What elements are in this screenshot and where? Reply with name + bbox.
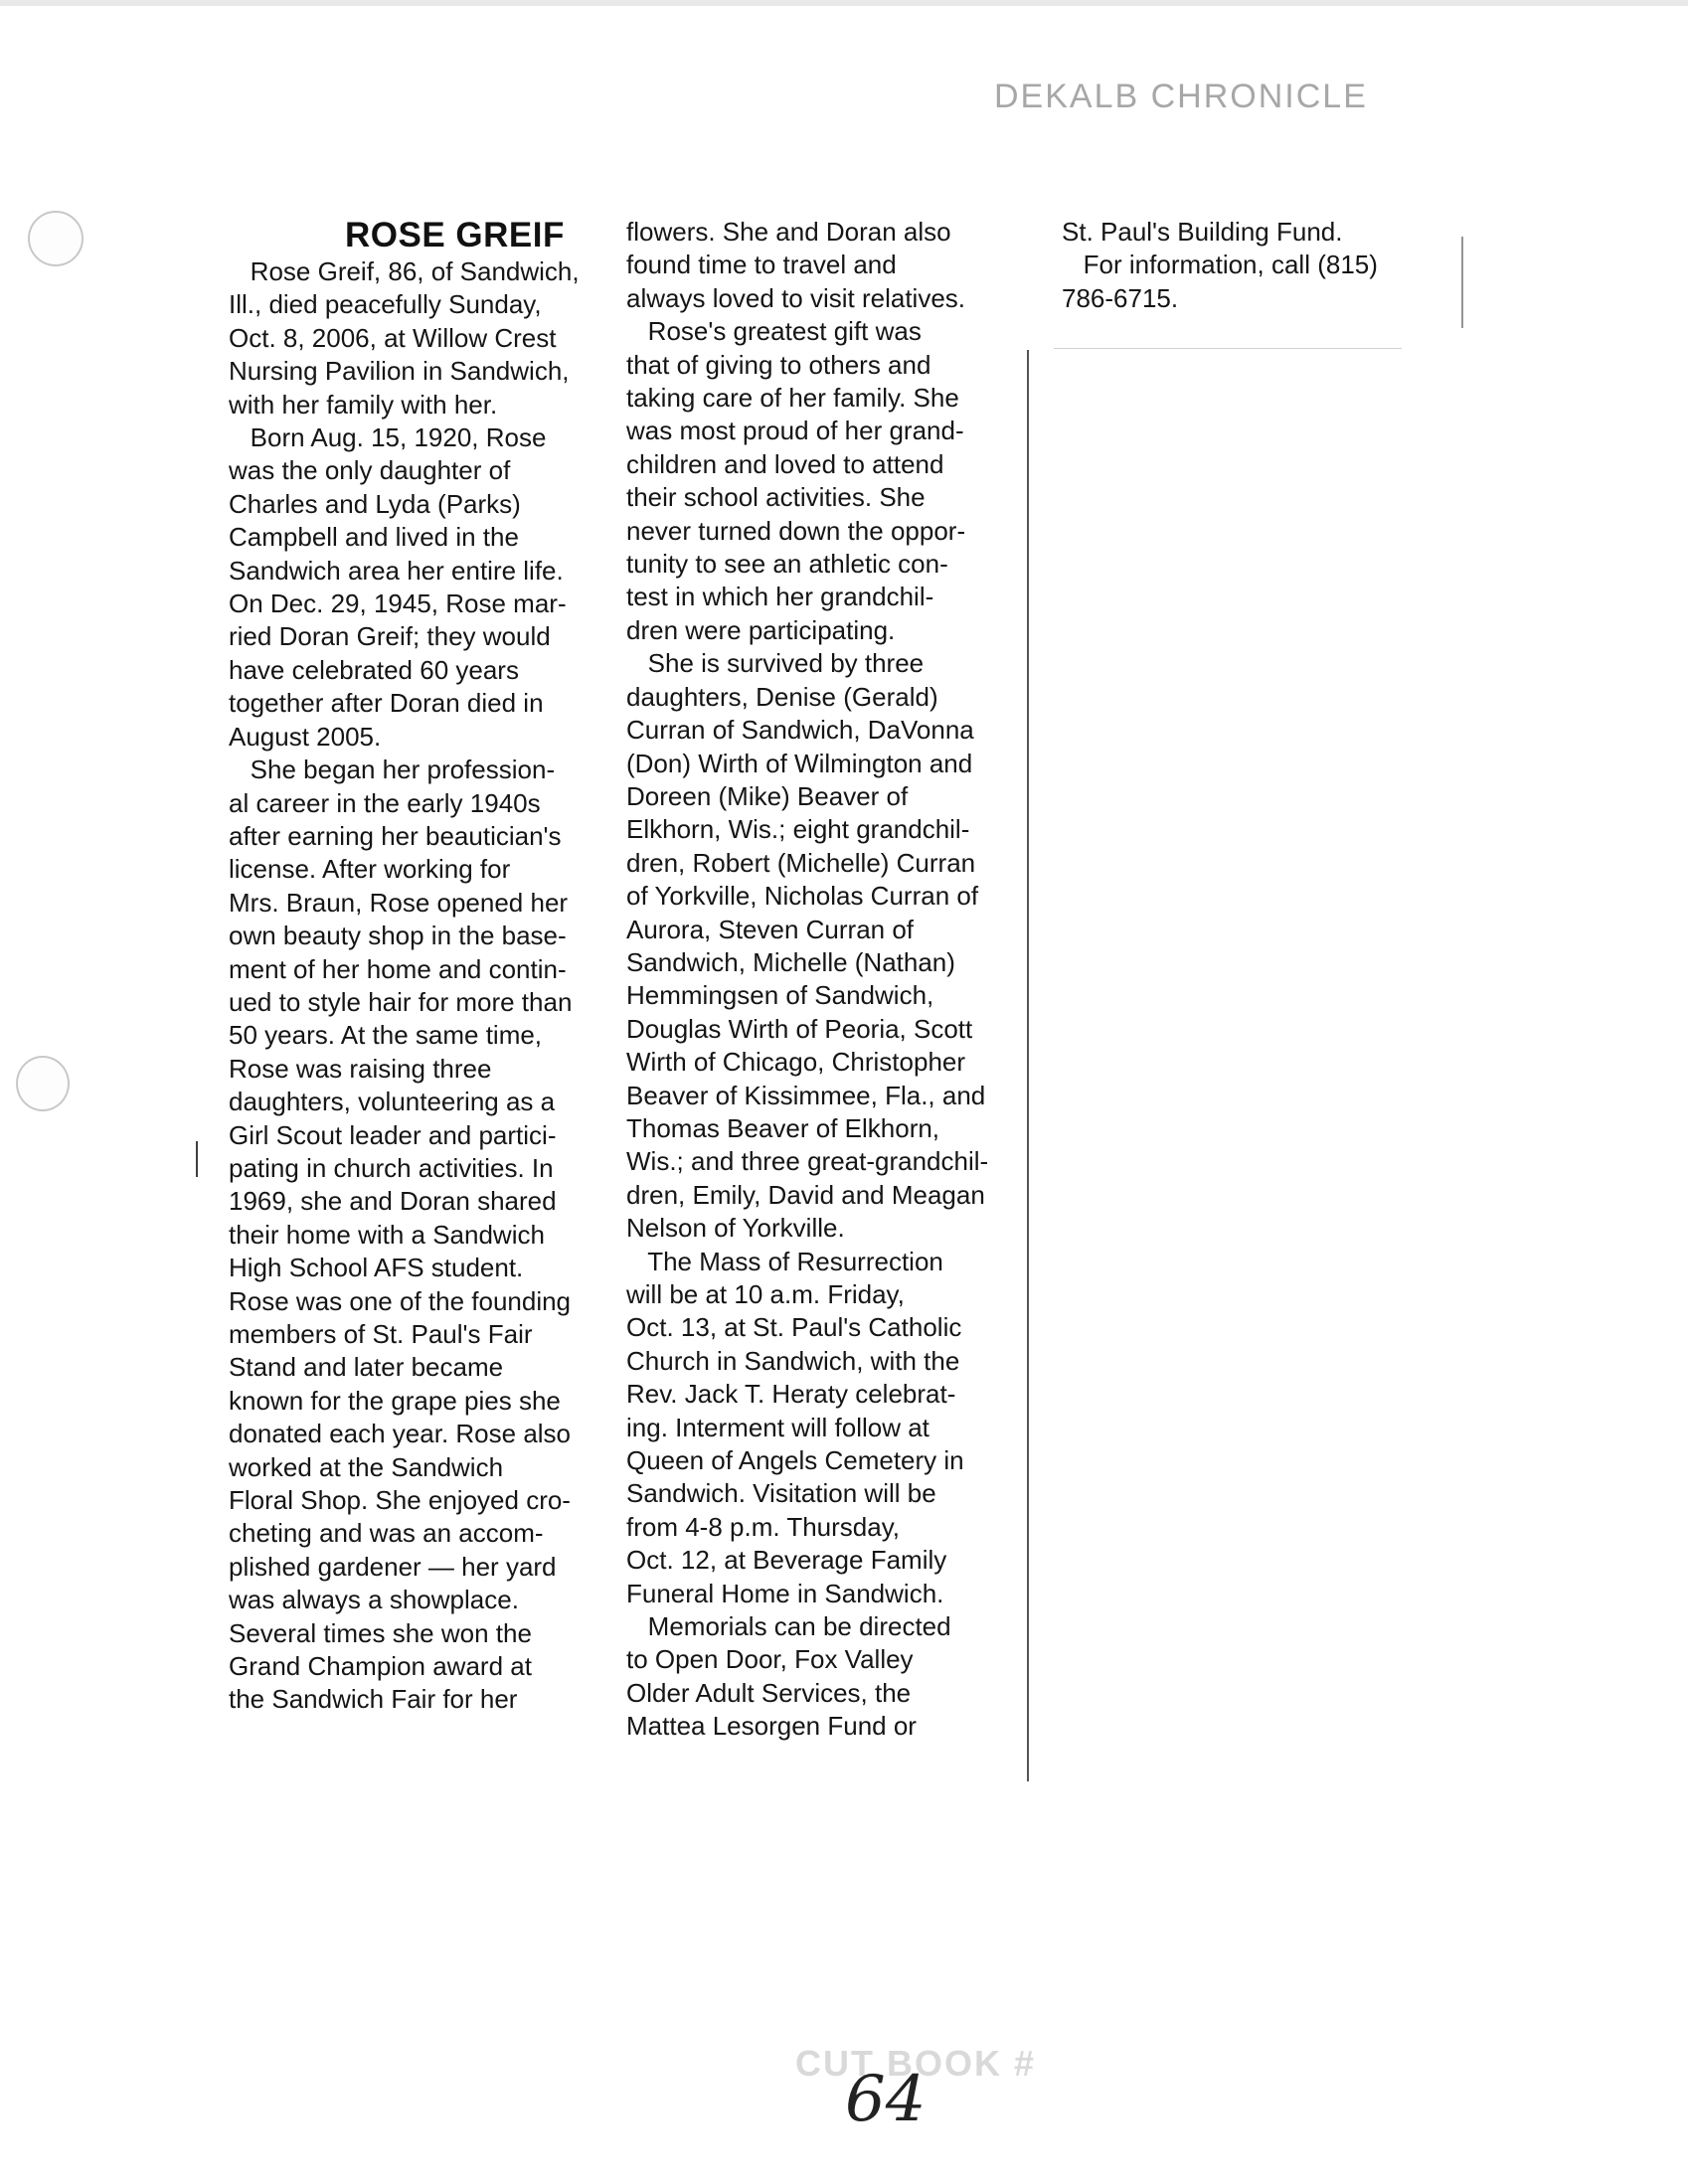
text-line: have celebrated 60 years	[229, 654, 519, 685]
text-line: dren, Robert (Michelle) Curran	[626, 847, 976, 878]
text-line: worked at the Sandwich	[229, 1451, 504, 1482]
text-line: She began her profession-	[229, 755, 556, 785]
text-line: Beaver of Kissimmee, Fla., and	[626, 1080, 986, 1110]
text-line: Church in Sandwich, with the	[626, 1345, 960, 1376]
obituary-column-3	[1062, 216, 1479, 315]
text-line: al career in the early 1940s	[229, 787, 541, 818]
text-line: ued to style hair for more than	[229, 986, 573, 1017]
text-line: Elkhorn, Wis.; eight grandchil-	[626, 814, 970, 845]
text-line: Hemmingsen of Sandwich,	[626, 980, 934, 1011]
obituary-column-1	[229, 216, 646, 1717]
text-line: Rose was one of the founding	[229, 1285, 572, 1316]
text-line: never turned down the oppor-	[626, 515, 966, 546]
text-line: Grand Champion award at	[229, 1651, 532, 1682]
text-line: of Yorkville, Nicholas Curran of	[626, 881, 979, 912]
text-line: members of St. Paul's Fair	[229, 1319, 533, 1349]
text-line: Rev. Jack T. Heraty celebrat-	[626, 1379, 956, 1410]
text-line: Oct. 13, at St. Paul's Catholic	[626, 1312, 962, 1343]
text-line: daughters, volunteering as a	[229, 1087, 556, 1117]
newspaper-masthead-stamp: DEKALB CHRONICLE	[994, 78, 1368, 115]
column-2-text	[626, 216, 1044, 1744]
text-line: cheting and was an accom-	[229, 1518, 544, 1549]
text-line: the Sandwich Fair for her	[229, 1684, 518, 1715]
text-line: Charles and Lyda (Parks)	[229, 488, 521, 519]
text-line: Rose was raising three	[229, 1053, 492, 1084]
text-line: own beauty shop in the base-	[229, 921, 567, 951]
text-line: Rose's greatest gift was	[626, 316, 922, 347]
text-line: that of giving to others and	[626, 349, 931, 380]
binder-hole-icon	[28, 211, 84, 266]
text-line: Born Aug. 15, 1920, Rose	[229, 422, 547, 453]
text-line: pating in church activities. In	[229, 1152, 554, 1183]
text-line: daughters, Denise (Gerald)	[626, 681, 938, 712]
text-line: was the only daughter of	[229, 455, 511, 486]
text-line: Sandwich area her entire life.	[229, 555, 564, 586]
text-line: St. Paul's Building Fund.	[1062, 217, 1343, 247]
text-line: tunity to see an athletic con-	[626, 549, 948, 580]
text-line: ried Doran Greif; they would	[229, 621, 551, 652]
clipping-edge-line	[1054, 348, 1402, 349]
text-line: Girl Scout leader and partici-	[229, 1119, 557, 1150]
text-line: 50 years. At the same time,	[229, 1020, 543, 1051]
text-line: Thomas Beaver of Elkhorn,	[626, 1112, 940, 1143]
text-line: On Dec. 29, 1945, Rose mar-	[229, 588, 567, 619]
text-line: their school activities. She	[626, 482, 926, 513]
text-line: test in which her grandchil-	[626, 582, 934, 612]
text-line: Stand and later became	[229, 1352, 504, 1383]
text-line: Oct. 12, at Beverage Family	[626, 1545, 947, 1576]
text-line: found time to travel and	[626, 250, 897, 280]
text-line: Several times she won the	[229, 1617, 532, 1648]
text-line: Sandwich. Visitation will be	[626, 1478, 936, 1509]
text-line: She is survived by three	[626, 648, 925, 679]
text-line: (Don) Wirth of Wilmington and	[626, 748, 973, 778]
text-line: Ill., died peacefully Sunday,	[229, 289, 542, 320]
text-line: from 4-8 p.m. Thursday,	[626, 1511, 901, 1542]
text-line: Queen of Angels Cemetery in	[626, 1445, 964, 1476]
text-line: Sandwich, Michelle (Nathan)	[626, 946, 955, 977]
text-line: always loved to visit relatives.	[626, 282, 966, 313]
text-line: Mrs. Braun, Rose opened her	[229, 887, 569, 918]
text-line: Curran of Sandwich, DaVonna	[626, 715, 974, 746]
scan-edge	[0, 0, 1688, 6]
cut-book-stamp: CUT BOOK #	[795, 2043, 1037, 2084]
text-line: Nelson of Yorkville.	[626, 1213, 845, 1244]
text-line: taking care of her family. She	[626, 383, 959, 414]
clipping-edge-line	[1461, 237, 1463, 328]
text-line: Doreen (Mike) Beaver of	[626, 780, 909, 811]
text-line: dren were participating.	[626, 614, 896, 645]
clipping-edge-line	[1027, 350, 1029, 1781]
text-line: known for the grape pies she	[229, 1385, 561, 1416]
text-line: donated each year. Rose also	[229, 1419, 572, 1449]
text-line: 1969, she and Doran shared	[229, 1186, 557, 1217]
text-line: Wirth of Chicago, Christopher	[626, 1047, 966, 1078]
text-line: Campbell and lived in the	[229, 522, 519, 553]
obituary-headline: ROSE GREIF	[345, 216, 565, 254]
text-line: For information, call (815)	[1062, 250, 1378, 280]
column-3-text	[1062, 216, 1479, 315]
text-line: was always a showplace.	[229, 1585, 519, 1615]
text-line: Mattea Lesorgen Fund or	[626, 1711, 917, 1742]
text-line: Nursing Pavilion in Sandwich,	[229, 356, 570, 387]
text-line: their home with a Sandwich	[229, 1219, 545, 1250]
text-line: Memorials can be directed	[626, 1611, 951, 1642]
text-line: Wis.; and three great-grandchil-	[626, 1146, 989, 1177]
text-line: High School AFS student.	[229, 1253, 524, 1283]
text-line: was most proud of her grand-	[626, 416, 964, 446]
text-line: will be at 10 a.m. Friday,	[626, 1279, 905, 1309]
text-line: to Open Door, Fox Valley	[626, 1644, 914, 1675]
scan-mark	[196, 1141, 198, 1177]
text-line: flowers. She and Doran also	[626, 217, 951, 247]
text-line: Douglas Wirth of Peoria, Scott	[626, 1013, 973, 1044]
text-line: license. After working for	[229, 854, 511, 885]
text-line: Funeral Home in Sandwich.	[626, 1578, 944, 1608]
text-line: Aurora, Steven Curran of	[626, 914, 915, 944]
text-line: Floral Shop. She enjoyed cro-	[229, 1485, 571, 1516]
text-line: The Mass of Resurrection	[626, 1246, 943, 1276]
text-line: plished gardener — her yard	[229, 1551, 557, 1582]
text-line: after earning her beautician's	[229, 820, 562, 851]
text-line: ment of her home and contin-	[229, 953, 567, 984]
text-line: August 2005.	[229, 721, 382, 752]
binder-hole-icon	[16, 1056, 70, 1111]
text-line: dren, Emily, David and Meagan	[626, 1179, 985, 1210]
text-line: Rose Greif, 86, of Sandwich,	[229, 256, 580, 286]
text-line: with her family with her.	[229, 389, 498, 420]
text-line: children and loved to attend	[626, 448, 944, 479]
handwritten-page-number: 64	[845, 2063, 927, 2136]
column-1-text	[229, 255, 646, 1717]
obituary-column-2	[626, 216, 1044, 1744]
text-line: ing. Interment will follow at	[626, 1412, 929, 1442]
text-line: Older Adult Services, the	[626, 1677, 912, 1708]
text-line: together after Doran died in	[229, 688, 544, 719]
text-line: Oct. 8, 2006, at Willow Crest	[229, 322, 557, 353]
text-line: 786-6715.	[1062, 282, 1179, 313]
